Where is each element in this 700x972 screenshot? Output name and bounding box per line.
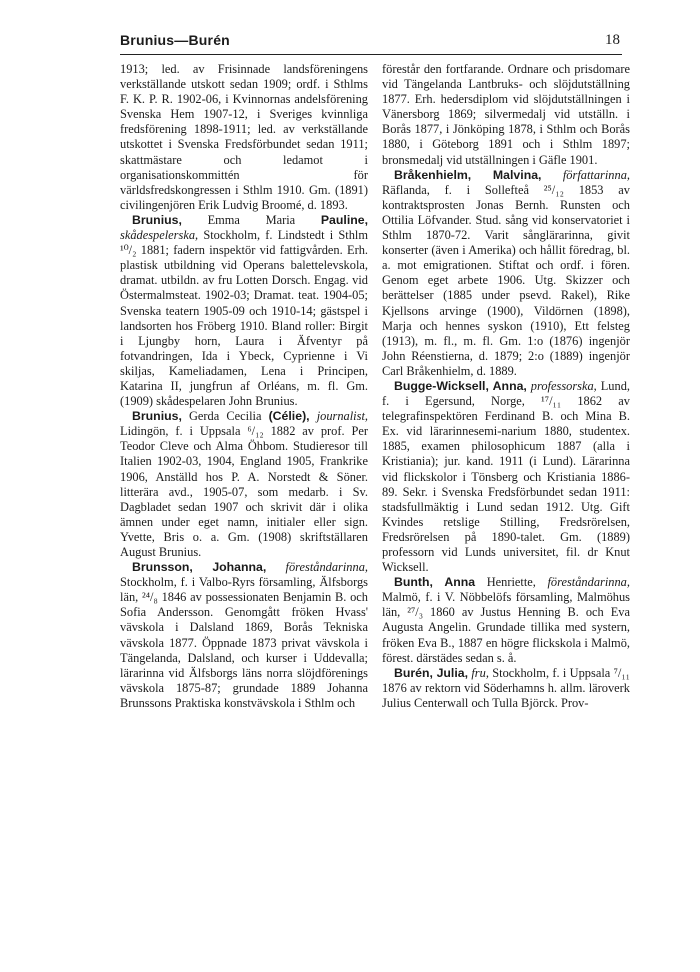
entry-name: Brunsson, Johanna, — [132, 560, 267, 575]
entry-text: Räflanda, f. i Sollefteå ²⁵/₁₂ 1853 av kontraktsprosten Jonas Bernh. Runsten och Ottilia Löfvander. Stud. sång vid konservatoriet i Sthlm 1870-72. Varit sånglärarinna, givit konserter (även i Amerika) och hållit föredrag, bl. a. mot emigrationen. Stiftat och ordf. i fören. Genom eget arbete 1906. Utg. Skizzer och berättelser (1885 under psevd. Rakel), Rike Kjellsons arvinge (1900), Vildörnen (1898), Marja och hennes syskon (1910), Ett felsteg (1913), m. fl., m. fl. Gm. 1:o (1876) ingenjör John Réenstierna, d. 1879; 2:o (1889) ingenjör Carl Bråkenhielm, d. 1889. — [382, 182, 630, 378]
entry-brunsson-johanna — [120, 560, 368, 711]
entry-role: journalist, — [316, 409, 368, 424]
right-column — [382, 62, 630, 711]
entry-role: författarinna, — [562, 167, 630, 182]
entry-brunius-pauline — [120, 213, 368, 409]
entry-brunius-celie — [120, 409, 368, 560]
entry-brakenhielm-malvina — [382, 168, 630, 379]
left-column — [120, 62, 368, 711]
entry-text: Stockholm, f. i Uppsala ⁷/₁₁ 1876 av rektorn vid Söderhamns h. allm. läroverk Julius Centerwall och Tulla Björck. Prov- — [382, 665, 630, 710]
entry-text: Malmö, f. i V. Nöbbelöfs församling, Malmöhus län, ²⁷/₃ 1860 av Justus Henning B. och Eva Augusta Angelin. Grundade tillika med systern, fröken Eva B., 1887 en högre flickskola i Malmö, förest. därstädes sedan s. å. — [382, 590, 630, 665]
entry-buren-julia — [382, 666, 630, 711]
entry-forenames: Gerda Cecilia — [188, 409, 269, 424]
entry-text: Stockholm, f. i Valbo-Ryrs församling, Älfsborgs län, ²⁴/₈ 1846 av possessionaten Benjamin B. och Sofia Andersson. Genomgått fröken Hvass' vävskola i Dalsland 1869, Borås Tekniska vävskola 1877. Öppnade 1873 privat vävskola i Tängelanda, Dalsland, och kurser i Uddevalla; lärarinna vid Älfsborgs läns norra slöjdförenings vävskola 1875-87; grundade 1889 Johanna Brunssons Praktiska konstvävskola i Sthlm och — [120, 575, 368, 710]
entry-role: föreståndarinna, — [547, 575, 630, 590]
entry-role: fru, — [471, 665, 489, 680]
entry-surname: Brunius, — [132, 212, 182, 227]
entry-name: Bunth, Anna — [394, 575, 476, 590]
entry-given-name: (Célie), — [268, 409, 310, 424]
entry-role: professorska, — [530, 378, 597, 393]
entry-given-name: Pauline, — [320, 212, 368, 227]
entry-text: Lidingön, f. i Uppsala ⁶/₁₂ 1882 av prof. Per Teodor Cleve och Alma Öhbom. Studieresor till Italien 1902-03, 1904, England 1905, Frankrike 1906, Anställd hos P. A. Norstedt & Söner. litterära avd., 1905-07, som medarb. i Sv. Dagbladet sedan 1907 och skrivit där i olika ämnen under eget namn, initialer eller sign. Yvette, Bris o. a. Gm. (1908) skriftställaren August Brunius. — [120, 424, 368, 559]
entry-name: Bugge-Wicksell, Anna, — [394, 378, 527, 393]
header-title: Brunius—Burén — [120, 32, 230, 48]
continued-entry-text: förestår den fortfarande. Ordnare och prisdomare vid Tängelanda Lantbruks- och slöjdutställning 1877. Erh. hedersdiplom vid slöjdutställningen i Vänersborg 1869; silvermedalj vid utställn. i Borås 1877, i Jönköping 1878, i Sthlm och Borås 1880, i Göteborg 1891 och i Sthlm 1897; bronsmedalj vid utställningen i Gäfle 1901. — [382, 62, 630, 167]
entry-given-name: Henriette, — [486, 575, 536, 590]
entry-forenames: Emma Maria — [207, 212, 321, 227]
entry-role: skådespelerska, — [120, 228, 199, 243]
entry-bugge-wicksell-anna — [382, 379, 630, 575]
entry-surname: Brunius, — [132, 409, 182, 424]
running-header — [120, 30, 622, 55]
entry-bunth-anna — [382, 575, 630, 666]
entry-name: Burén, Julia, — [394, 665, 469, 680]
entry-name: Bråkenhielm, Malvina, — [394, 167, 542, 182]
entry-role: föreståndarinna, — [285, 560, 368, 575]
entry-text: Stockholm, f. Lindstedt i Sthlm ¹⁰/₂ 1881; fadern inspektör vid fattigvården. Erh. plastisk utbildning vid Operans balettelevskola, dramat. utbildn. av fru Lotten Dorsch. Engag. vid Östermalmsteat. 1902-03; Dramat. teat. 1904-05; Svenska teatern 1905-09 och 1910-14; gästspel i landsorten hos Fröberg 1910. Bland roller: Birgit i Ljungby horn, Laura i Äfventyr på fotvandringen, Ida i Ybeck, Cyprienne i Vi skiljas, Kameliadamen, Lena i Principen, Katarina II, jungfrun af Orléans, m. fl. Gm. (1909) skådespelaren John Brunius. — [120, 228, 368, 409]
entry-text: Lund, f. i Egersund, Norge, ¹⁷/₁₁ 1862 av telegrafinspektören Ferdinand B. och Mina B. Ex. vid lärarinnesemi-narium 1880, studentex. 1885, examen philosophicum 1887 (alla i Kristiania); jur. kand. 1911 (i Lund). Lärarinna vid flickskolor i Tönsberg och Kristiania 1886-89. Sekr. i Svenska Fredsförbundet sedan 1911: stadsfullmäktig i Lund sedan 1912. Utg. Gift Kvindes retslige Stilling, Fredsrörelsen, Fredsrörelsen på 1890-talet. Gm. (1889) professorn vid Lunds universitet, fil. dr Knut Wicksell. — [382, 378, 630, 575]
page-number: 18 — [605, 32, 620, 48]
continued-entry-text: 1913; led. av Frisinnade landsföreningens verkställande utskott sedan 1909; ordf. i Sthlms F. K. P. R. 1902-06, i Kvinnornas andelsförening Svenska Hem 1907-12, i Sveriges kvinnliga fredsförening 1898-1911; led. av verkställande utskottet i Svenska Fredsförbundet sedan 1911; skattmästare och ledamot i organisationskommittén för världsfredskongressen i Sthlm 1910. Gm. (1891) civilingenjören Erik Ludvig Broomé, d. 1893. — [120, 62, 368, 212]
